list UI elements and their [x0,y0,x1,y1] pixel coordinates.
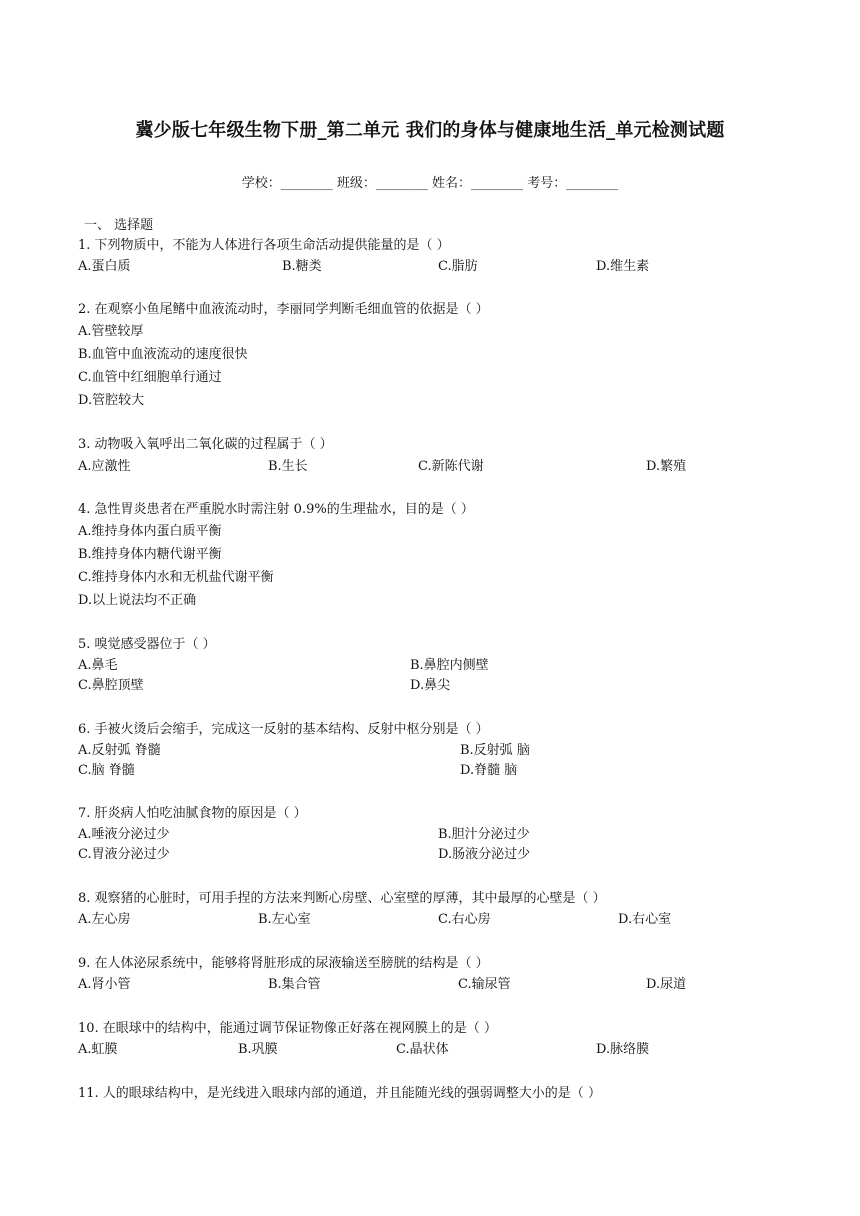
option-a: A.管壁较厚 [78,324,144,339]
option-a: A.唾液分泌过少 [78,827,170,842]
option-c: C.晶状体 [396,1042,449,1057]
student-info-line [0,172,860,191]
option-c: C.脂肪 [438,259,478,274]
option-d: D.右心室 [618,912,672,927]
option-a: A.维持身体内蛋白质平衡 [78,524,222,539]
question-stem: 3. 动物吸入氧呼出二氧化碳的过程属于（ ） [78,437,333,452]
question-10 [78,1018,497,1040]
question-4 [78,499,474,521]
option-a: A.鼻毛 [78,658,118,673]
option-b: B.反射弧 脑 [460,743,530,758]
option-c: C.输尿管 [458,977,511,992]
question-5 [78,634,216,656]
option-c: C.新陈代谢 [418,459,484,474]
option-c: C.血管中红细胞单行通过 [78,370,222,385]
option-b: B.胆汁分泌过少 [438,827,530,842]
question-1 [78,235,450,257]
option-d: D.管腔较大 [78,393,145,408]
option-a: A.反射弧 脊髓 [78,743,161,758]
option-a: A.虹膜 [78,1042,118,1057]
option-c: C.右心房 [438,912,491,927]
question-3 [78,434,333,456]
option-d: D.繁殖 [646,459,687,474]
option-c: C.维持身体内水和无机盐代谢平衡 [78,570,274,585]
option-b: B.集合管 [268,977,321,992]
question-stem: 6. 手被火烫后会缩手，完成这一反射的基本结构、反射中枢分别是（ ） [78,722,489,737]
option-d: D.脉络膜 [596,1042,650,1057]
option-d: D.维生素 [596,259,650,274]
question-9 [78,953,489,975]
option-d: D.脊髓 脑 [460,763,518,778]
option-a: A.肾小管 [78,977,131,992]
question-6 [78,719,489,741]
question-stem: 11. 人的眼球结构中，是光线进入眼球内部的通道，并且能随光线的强弱调整大小的是（ ） [78,1086,601,1101]
question-2 [78,299,489,321]
question-stem: 5. 嗅觉感受器位于（ ） [78,637,216,652]
option-d: D.以上说法均不正确 [78,593,197,608]
option-b: B.左心室 [258,912,311,927]
option-a: A.应激性 [78,459,131,474]
question-7 [78,803,307,825]
question-stem: 7. 肝炎病人怕吃油腻食物的原因是（ ） [78,806,307,821]
section-heading: 一、 选择题 [84,218,154,233]
option-c: C.胃液分泌过少 [78,847,170,862]
option-d: D.鼻尖 [410,678,451,693]
option-b: B.血管中血液流动的速度很快 [78,347,248,362]
option-b: B.糖类 [282,259,322,274]
option-d: D.尿道 [646,977,687,992]
option-b: B.鼻腔内侧壁 [410,658,489,673]
option-c: C.脑 脊髓 [78,763,135,778]
option-c: C.鼻腔顶壁 [78,678,144,693]
student-info-text: 学校：________ 班级：________ 姓名：________ 考号：________ [241,176,619,191]
question-8 [78,888,606,910]
question-11 [78,1083,601,1105]
option-b: B.生长 [268,459,308,474]
question-stem: 10. 在眼球中的结构中，能通过调节保证物像正好落在视网膜上的是（ ） [78,1021,497,1036]
question-stem: 4. 急性胃炎患者在严重脱水时需注射 0.9%的生理盐水，目的是（ ） [78,502,474,517]
option-b: B.维持身体内糖代谢平衡 [78,547,222,562]
option-a: A.左心房 [78,912,131,927]
option-a: A.蛋白质 [78,259,131,274]
question-stem: 2. 在观察小鱼尾鳍中血液流动时，李丽同学判断毛细血管的依据是（ ） [78,302,489,317]
question-stem: 8. 观察猪的心脏时，可用手捏的方法来判断心房壁、心室壁的厚薄，其中最厚的心壁是（ ） [78,891,606,906]
option-b: B.巩膜 [238,1042,278,1057]
question-stem: 9. 在人体泌尿系统中，能够将肾脏形成的尿液输送至膀胱的结构是（ ） [78,956,489,971]
option-d: D.肠液分泌过少 [438,847,531,862]
question-stem: 1. 下列物质中，不能为人体进行各项生命活动提供能量的是（ ） [78,238,450,253]
exam-title: 冀少版七年级生物下册_第二单元 我们的身体与健康地生活_单元检测试题 [135,120,725,141]
